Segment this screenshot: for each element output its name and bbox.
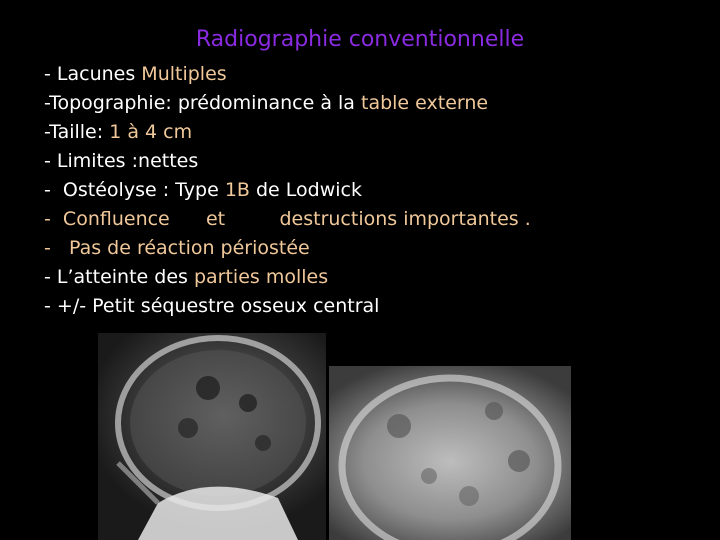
slide-title: Radiographie conventionnelle — [195, 27, 525, 52]
bullet-line — [44, 234, 531, 263]
bullet-text: table externe — [361, 92, 489, 114]
bullet-list — [44, 60, 531, 321]
bullet-line — [44, 60, 531, 89]
bullet-line — [44, 89, 531, 118]
bullet-text: 1 à 4 cm — [109, 121, 193, 143]
skull-xray-frontal-image — [329, 366, 571, 540]
bullet-text: Multiples — [141, 63, 227, 85]
bullet-text: - Lacunes — [44, 63, 142, 85]
bullet-text: parties molles — [193, 266, 329, 288]
bullet-text: - Limites :nettes — [44, 150, 199, 172]
bullet-line — [44, 205, 531, 234]
bullet-line — [44, 147, 531, 176]
skull-xray-lateral-image — [98, 333, 326, 540]
bullet-text: - Confluence et destructions importantes . — [44, 208, 531, 230]
bullet-text: - +/- Petit séquestre osseux central — [44, 295, 380, 317]
bullet-line — [44, 118, 531, 147]
bullet-line — [44, 292, 531, 321]
bullet-text: -Topographie: prédominance à la — [44, 92, 361, 114]
bullet-text: 1B — [224, 179, 250, 201]
bullet-line — [44, 176, 531, 205]
bullet-text: - Ostéolyse : Type — [44, 179, 225, 201]
bullet-text: de Lodwick — [249, 179, 362, 201]
bullet-text: -Taille: — [44, 121, 110, 143]
bullet-text: - L’atteinte des — [44, 266, 194, 288]
bullet-line — [44, 263, 531, 292]
bullet-text: - Pas de réaction périostée — [44, 237, 310, 259]
